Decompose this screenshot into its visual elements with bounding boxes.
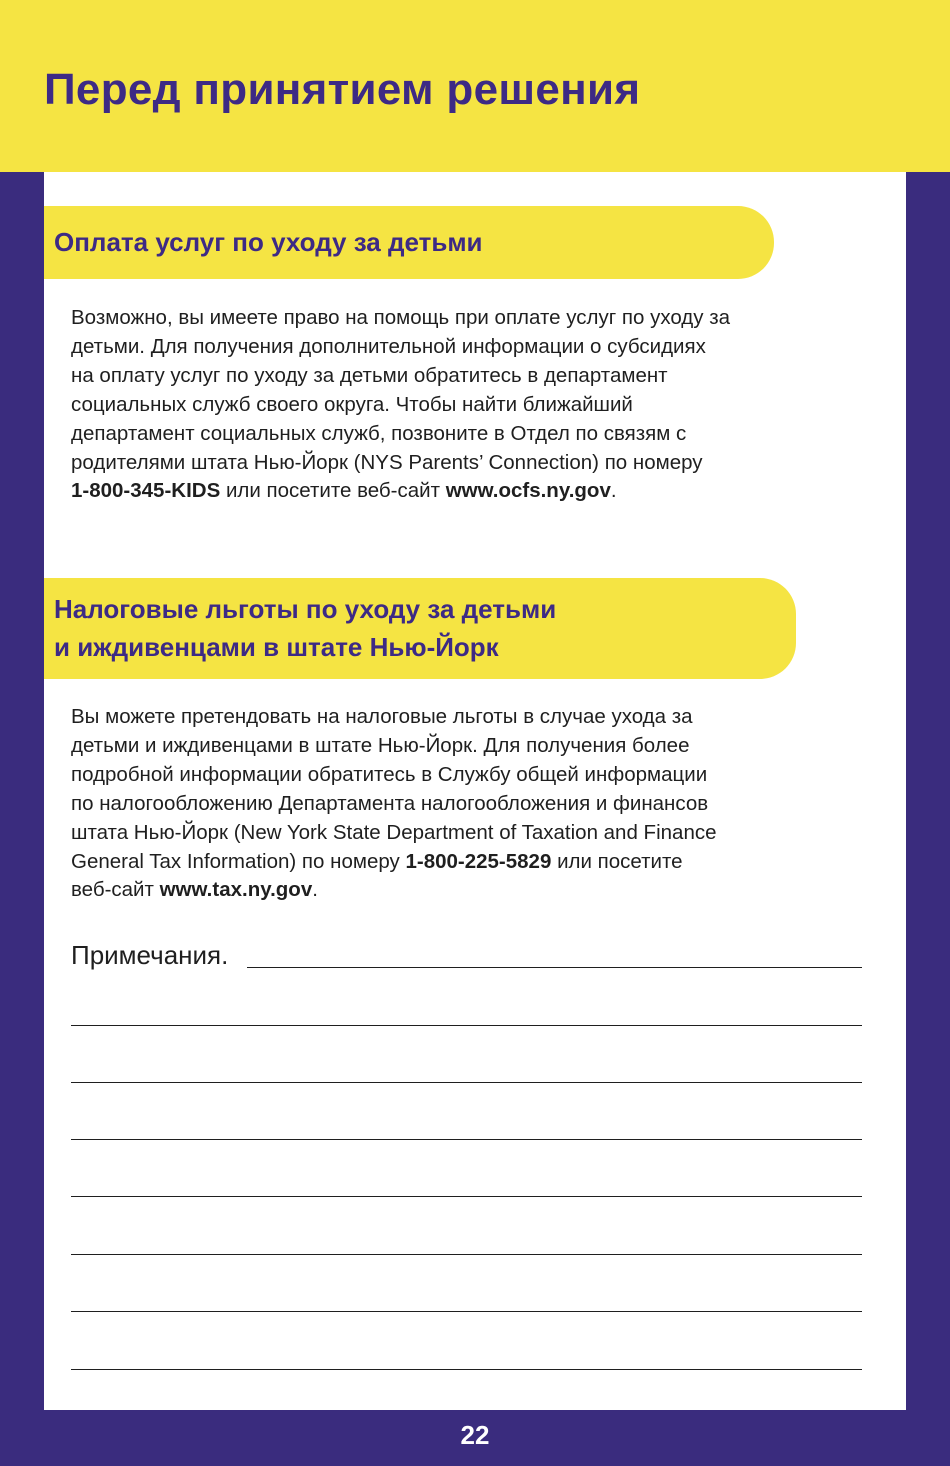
text-run: веб-сайт bbox=[71, 878, 160, 902]
text-run: Вы можете претендовать на налоговые льготы в случае ухода за bbox=[71, 705, 693, 728]
paragraph-line bbox=[71, 850, 683, 873]
text-run: Возможно, вы имеете право на помощь при оплате услуг по уходу за bbox=[71, 306, 730, 329]
bold-text: 1-800-225-5829 bbox=[405, 849, 552, 873]
paragraph-line bbox=[71, 364, 668, 387]
bold-text: www.tax.ny.gov bbox=[159, 878, 313, 902]
text-run: подробной информации обратитесь в Службу общей информации bbox=[71, 762, 708, 786]
notes-label: Примечания. bbox=[71, 940, 229, 970]
bold-text: www.ocfs.ny.gov bbox=[445, 479, 611, 503]
notes-line[interactable] bbox=[71, 1254, 862, 1255]
paragraph-line bbox=[71, 422, 686, 445]
text-run: или посетите bbox=[551, 849, 683, 873]
page-title: Перед принятием решения bbox=[44, 65, 641, 114]
section-heading-tax-credit bbox=[54, 590, 556, 666]
paragraph-line bbox=[71, 705, 693, 728]
text-run: на оплату услуг по уходу за детьми обратитесь в департамент bbox=[71, 363, 668, 387]
section-body-childcare bbox=[71, 304, 861, 506]
notes-line[interactable] bbox=[71, 1369, 862, 1370]
paragraph-line bbox=[71, 335, 706, 358]
text-run: родителями штата Нью-Йорк (NYS Parents’ Connection) по номеру bbox=[71, 450, 703, 474]
notes-line[interactable] bbox=[71, 1196, 862, 1197]
paragraph-line bbox=[71, 306, 730, 329]
text-run: . bbox=[610, 479, 617, 503]
paragraph-line bbox=[71, 451, 703, 474]
text-run: . bbox=[312, 878, 318, 902]
paragraph-line bbox=[71, 763, 707, 786]
notes-line[interactable] bbox=[71, 1025, 862, 1026]
text-run: по налогообложению Департамента налогообложения и финансов bbox=[71, 791, 709, 815]
page-number: 22 bbox=[460, 1420, 490, 1450]
paragraph-line bbox=[71, 734, 689, 757]
paragraph-line bbox=[71, 821, 717, 844]
paragraph-line bbox=[71, 479, 617, 502]
text-run: детьми и иждивенцами в штате Нью-Йорк. Для получения более bbox=[71, 733, 690, 757]
section-heading-line: и иждивенцами в штате Нью-Йорк bbox=[54, 632, 499, 662]
notes-line[interactable] bbox=[71, 1311, 862, 1312]
text-run: департамент социальных служб, позвоните в Отдел по связям с bbox=[71, 421, 687, 445]
text-run: социальных служб своего округа. Чтобы найти ближайший bbox=[71, 392, 633, 416]
paragraph-line bbox=[71, 393, 633, 416]
bold-text: 1-800-345-KIDS bbox=[71, 479, 221, 503]
section-heading-childcare: Оплата услуг по уходу за детьми bbox=[54, 227, 483, 257]
section-heading-banner-childcare bbox=[44, 206, 774, 279]
paragraph-line bbox=[71, 792, 708, 815]
paragraph-line bbox=[71, 878, 318, 901]
header-band bbox=[0, 0, 950, 172]
text-run: штата Нью-Йорк (New York State Department of Taxation and Finance bbox=[71, 820, 717, 844]
notes-line[interactable] bbox=[71, 1082, 862, 1083]
text-run: General Tax Information) по номеру bbox=[71, 849, 406, 873]
section-heading-banner-tax-credit bbox=[44, 578, 796, 679]
section-body-tax-credit bbox=[71, 703, 861, 905]
notes-line[interactable] bbox=[247, 967, 862, 968]
text-run: детьми. Для получения дополнительной информации о субсидиях bbox=[71, 334, 706, 358]
text-run: или посетите веб-сайт bbox=[220, 479, 446, 503]
section-heading-line: Налоговые льготы по уходу за детьми bbox=[54, 594, 557, 624]
notes-line[interactable] bbox=[71, 1139, 862, 1140]
